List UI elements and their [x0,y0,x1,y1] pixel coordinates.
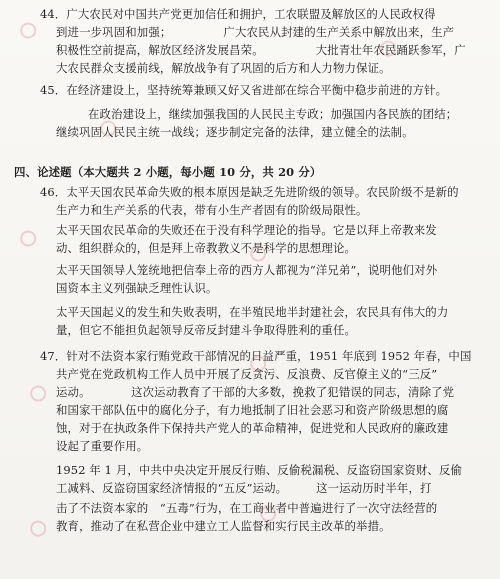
text-line: 积极性空前提高，解放区经济发展昌荣。 大批青壮年农民踊跃参军，广 [56,43,466,57]
text-line: 量，但它不能担负起领导反帝反封建斗争取得胜利的重任。 [56,323,357,337]
text-line: 46．太平天国农民革命失败的根本原因是缺乏先进阶级的领导。农民阶级不是新的 [40,185,459,199]
watermark-logo [17,226,41,249]
text-line: 继续巩固人民民主统一战线；逐步制定完备的法律，建立健全的法制。 [56,125,414,139]
text-line: 教育，推动了在私营企业中建立工人监督和实行民主改革的举措。 [56,519,391,533]
text-line: 生产力和生产关系的代表，带有小生产者固有的阶级局限性。 [56,203,368,217]
text-line: 到进一步巩固和加强； 广大农民从封建的生产关系中解放出来，生产 [56,25,455,39]
text-line: 蚀，对于在执政条件下保持共产党人的革命精神，促进党和人民政府的廉政建 [56,421,449,435]
watermark-logo-icon [27,382,49,404]
text-line: 45．在经济建设上，坚持统筹兼顾又好又省进部在综合平衡中稳步前进的方针。 [40,83,448,97]
text-line: 47．针对不法资本家行贿党政干部情况的日益严重，1951 年底到 1952 年春，中国 [40,349,472,363]
watermark-logo [27,516,51,539]
text-line: 大农民群众支援前线，解放战争有了巩固的后方和人力物力保证。 [56,61,391,75]
text-line: 44．广大农民对中国共产党更加信任和拥护，工农联盟及解放区的人民政权得 [40,7,436,21]
text-line: 1952 年 1 月，中共中央决定开展反行贿、反偷税漏税、反盗窃国家资财、反偷 [56,463,463,477]
text-line: 和国家干部队伍中的腐化分子，有力地抵制了旧社会恶习和资产阶级思想的腐 [56,403,449,417]
watermark-logo [17,18,41,41]
text-line: 运动。 这次运动教育了干部的大多数，挽救了犯错误的同志，清除了党 [56,385,455,399]
text-line: 在政治建设上，继续加强我国的人民民主专政；加强国内各民族的团结； [88,107,458,121]
text-line: 工减料、反盗窃国家经济情报的“五反”运动。 这一运动历时半年，打 [56,481,432,495]
text-line: 太平天国农民革命的失败还在于没有科学理论的指导。它是以拜上帝教来发 [56,223,437,237]
text-line: 国资本主义列强缺乏理性认识。 [56,281,218,295]
watermark-logo [27,381,51,404]
text-line: 太平天国起义的发生和失败表明，在半殖民地半封建社会，农民具有伟大的力 [56,305,449,319]
watermark-logo-icon [27,517,49,539]
text-line: 击了不法资本家的 “五毒”行为，在工商业者中普遍进行了一次守法经营的 [56,501,438,515]
text-line: 设起了重要作用。 [56,439,149,453]
text-line: 共产党在党政机构工作人员中开展了反贪污、反浪费、反官僚主义的“三反” [56,367,438,381]
text-line: 太平天国领导人笼统地把信奉上帝的西方人都视为“洋兄弟”，说明他们对外 [56,263,438,277]
watermark-logo-icon [17,227,39,249]
text-line: 动、组织群众的，但是拜上帝教教义不是科学的思想理论。 [56,241,357,255]
watermark-logo-icon [17,19,39,41]
text-line: 四、论述题（本大题共 2 小题，每小题 10 分，共 20 分） [14,165,322,179]
